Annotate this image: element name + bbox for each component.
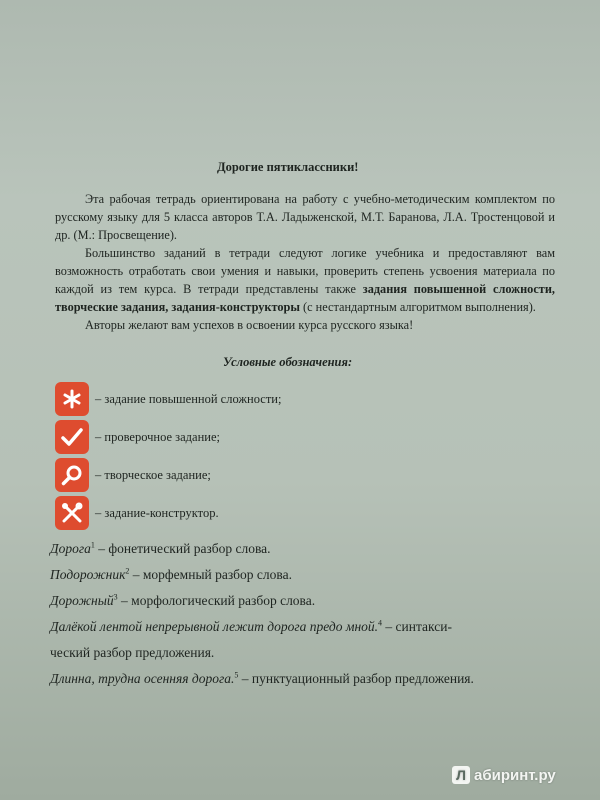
legend-title: Условные обозначения: [223, 355, 353, 369]
example-word: Далёкой лентой непрерывной лежит дорога предо мной. [50, 619, 379, 634]
intro-p2-bold: задания повышенной сложности, творческие задания, задания-конструкторы [55, 282, 555, 314]
labirint-logo-icon: Л [452, 766, 470, 784]
example-word: Подорожник [50, 567, 126, 582]
footnote-mark: 3 [113, 592, 118, 602]
checkmark-icon [55, 420, 89, 454]
example-desc: – морфологический разбор слова. [117, 593, 316, 608]
footnote-mark: 4 [378, 618, 383, 628]
example-line [50, 562, 565, 588]
legend-item [55, 458, 211, 492]
example-word: Дорожный [50, 593, 114, 608]
magnifier-icon [55, 458, 89, 492]
footnote-mark: 5 [234, 670, 239, 680]
legend-item [55, 420, 220, 454]
asterisk-icon [55, 382, 89, 416]
example-line [50, 614, 565, 640]
bleed-through-text [230, 22, 430, 40]
page-title: Дорогие пятиклассники! [217, 160, 359, 174]
example-line [50, 666, 565, 692]
footnote-mark: 2 [125, 566, 130, 576]
intro-paragraph-3: Авторы желают вам успехов в освоении курса русского языка! [85, 318, 414, 332]
example-word: Дорога [50, 541, 91, 556]
intro-p2-end: (с нестандартным алгоритмом выполнения). [299, 300, 536, 314]
intro-p2-start: Большинство заданий в тетради следуют логике учебника и предоставляют вам возможность отработать свои умения и навыки, проверить степень усвоения материала по каждой из тем курса. В тетради представлены также [55, 246, 555, 296]
legend-item [55, 382, 281, 416]
legend-text: – задание повышенной сложности; [95, 391, 282, 406]
example-desc: – пунктуационный разбор предложения. [238, 671, 474, 686]
legend-text: – задание-конструктор. [95, 505, 219, 520]
legend-text: – проверочное задание; [95, 429, 220, 444]
example-line [50, 536, 565, 562]
intro-paragraph-1: Эта рабочая тетрадь ориентирована на работу с учебно-методическим комплектом по русскому языку для 5 класса авторов Т.А. Ладыженской, М.Т. Баранова, Л.А. Тростенцовой и др. (М.: Просвещение). [55, 192, 555, 242]
legend-text: – творческое задание; [95, 467, 211, 482]
watermark-text: абиринт.ру [474, 766, 556, 784]
legend-item [55, 496, 219, 530]
example-word: Длинна, трудна осенняя дорога. [50, 671, 235, 686]
wrench-screwdriver-icon [55, 496, 89, 530]
intro-paragraph-2 [55, 244, 555, 316]
watermark-logo [452, 766, 556, 784]
footnote-mark: 1 [90, 540, 95, 550]
example-desc: – синтакси- [382, 619, 452, 634]
example-desc: – фонетический разбор слова. [94, 541, 271, 556]
example-line [50, 588, 565, 614]
examples [50, 536, 565, 692]
example-line-continued: ческий разбор предложения. [50, 645, 215, 660]
example-desc: – морфемный разбор слова. [129, 567, 292, 582]
intro-text [55, 190, 555, 334]
